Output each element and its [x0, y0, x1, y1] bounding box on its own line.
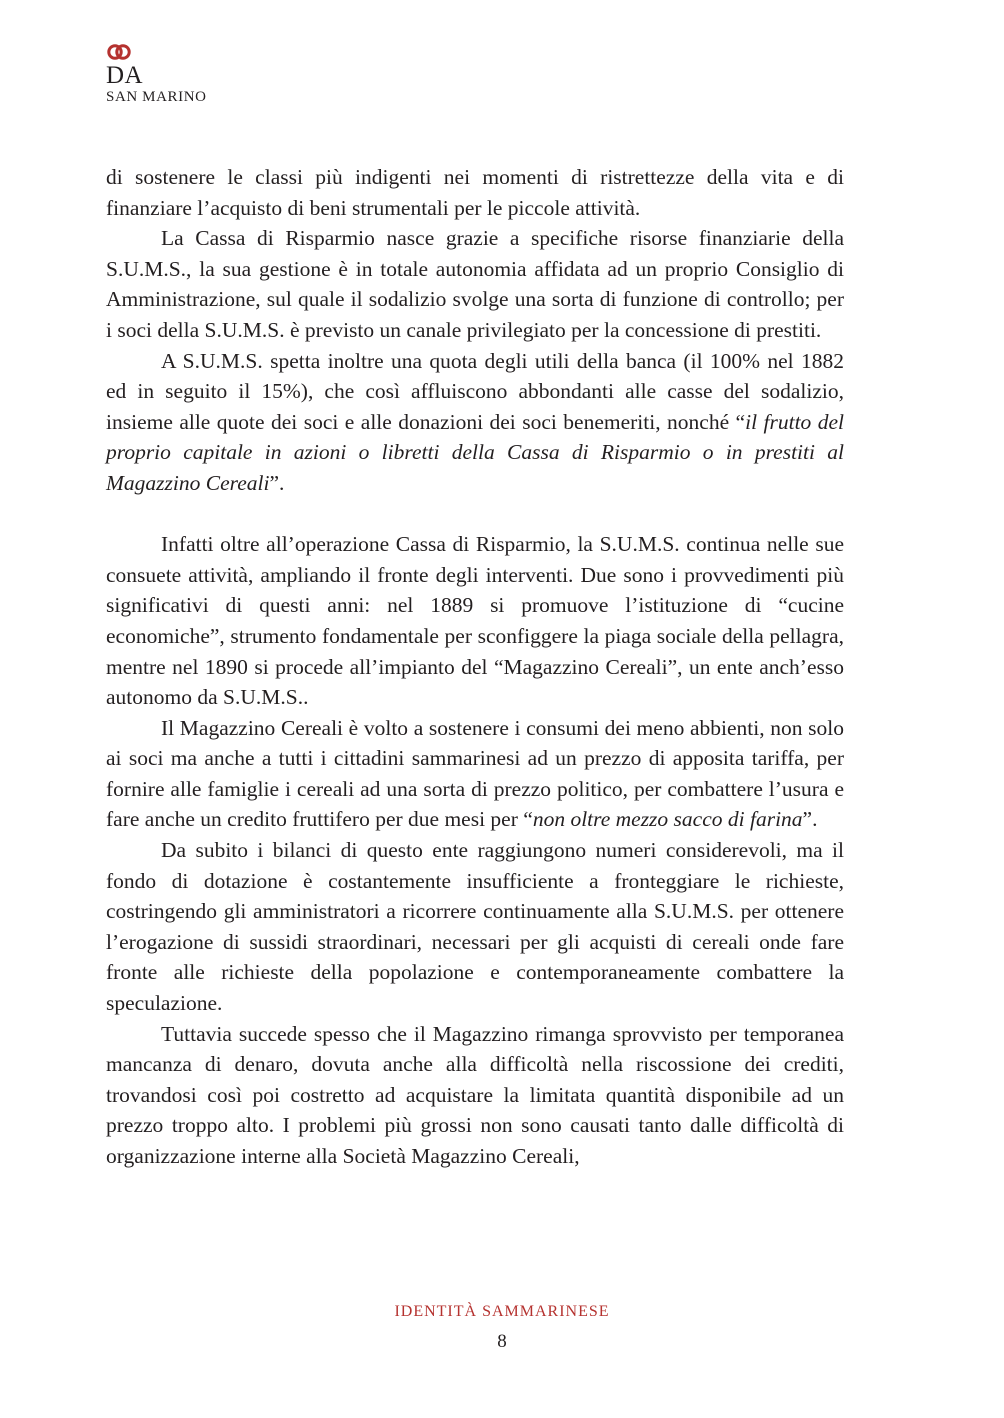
paragraph-text: Infatti oltre all’operazione Cassa di Risparmio, la S.U.M.S. continua nelle sue consuete attività, ampliando il fronte degli interventi. Due sono i provvedimenti più significativi di questi anni: nel 1889 si promuove l’istituzione di “cucine economiche”, strumento fondamentale per sconfiggere la piaga sociale della pellagra, mentre nel 1890 si procede all’impianto del “Magazzino Cereali”, un ente anch’esso autonomo da S.U.M.S.. [106, 532, 844, 710]
paragraph-text: Tuttavia succede spesso che il Magazzino rimanga sprovvisto per temporanea mancanza di denaro, dovuta anche alla difficoltà nella riscossione dei crediti, trovandosi così poi costretto ad acquistare la limitata quantità disponibile ad un prezzo troppo alto. I problemi più grossi non sono causati tanto dalle difficoltà di organizzazione interne alla Società Magazzino Cereali, [106, 1021, 844, 1168]
paragraph-text: La Cassa di Risparmio nasce grazie a specifiche risorse finanziarie della S.U.M.S., la sua gestione è in totale autonomia affidata ad un proprio Consiglio di Amministrazione, sul quale il sodalizio svolge una sorta di funzione di controllo; per i soci della S.U.M.S. è previsto un canale privilegiato per la concessione di prestiti. [106, 226, 844, 342]
paragraph-text: Da subito i bilanci di questo ente raggiungono numeri considerevoli, ma il fondo di dotazione è costantemente insufficiente a fronteggiare le richieste, costringendo gli amministratori a ricorrere continuamente alla S.U.M.S. per ottenere l’erogazione di sussidi straordinari, necessari per gli acquisti di cereali onde fare fronte alle richieste della popolazione e contemporaneamente combattere la speculazione. [106, 838, 844, 1016]
paragraph [106, 162, 844, 223]
quotation-italic: non oltre mezzo sacco di farina [532, 807, 803, 832]
page-footer [0, 1302, 1004, 1353]
paragraph-text: ”. [269, 470, 285, 495]
paragraph-text: A S.U.M.S. spetta inoltre una quota degli utili della banca (il 100% nel 1882 ed in seguito il 15%), che così affluiscono abbondanti alle casse del sodalizio, insieme alle quote dei soci e alle donazioni dei soci benemeriti, nonché “ [106, 348, 844, 434]
page-header [106, 42, 207, 106]
interlocked-rings-logo-icon [106, 42, 132, 62]
paragraph-text: Il Magazzino Cereali è volto a sostenere i consumi dei meno abbienti, non solo ai soci ma anche a tutti i cittadini sammarinesi ad un prezzo di apposita tariffa, per fornire alle famiglie i cereali ad una sorta di prezzo politico, per combattere l’usura e fare anche un credito fruttifero per due mesi per “ [106, 715, 844, 832]
body-text [106, 162, 844, 1172]
header-title: DA [106, 62, 144, 89]
paragraph [106, 1019, 844, 1172]
page-number: 8 [497, 1331, 507, 1352]
paragraph [106, 835, 844, 1019]
paragraph [106, 223, 844, 345]
paragraph-text: ”. [802, 807, 818, 832]
paragraph [106, 713, 844, 835]
quotation-italic: il frutto del proprio capitale in azioni o libretti della Cassa di Risparmio o in prestiti al Magazzino Cereali [106, 409, 844, 495]
paragraph [106, 346, 844, 499]
header-subtitle: SAN MARINO [106, 89, 207, 105]
paragraph-text: di sostenere le classi più indigenti nei momenti di ristrettezze della vita e di finanziare l’acquisto di beni strumentali per le piccole attività. [106, 165, 844, 220]
paragraph [106, 529, 844, 713]
footer-title: IDENTITÀ SAMMARINESE [394, 1303, 610, 1320]
